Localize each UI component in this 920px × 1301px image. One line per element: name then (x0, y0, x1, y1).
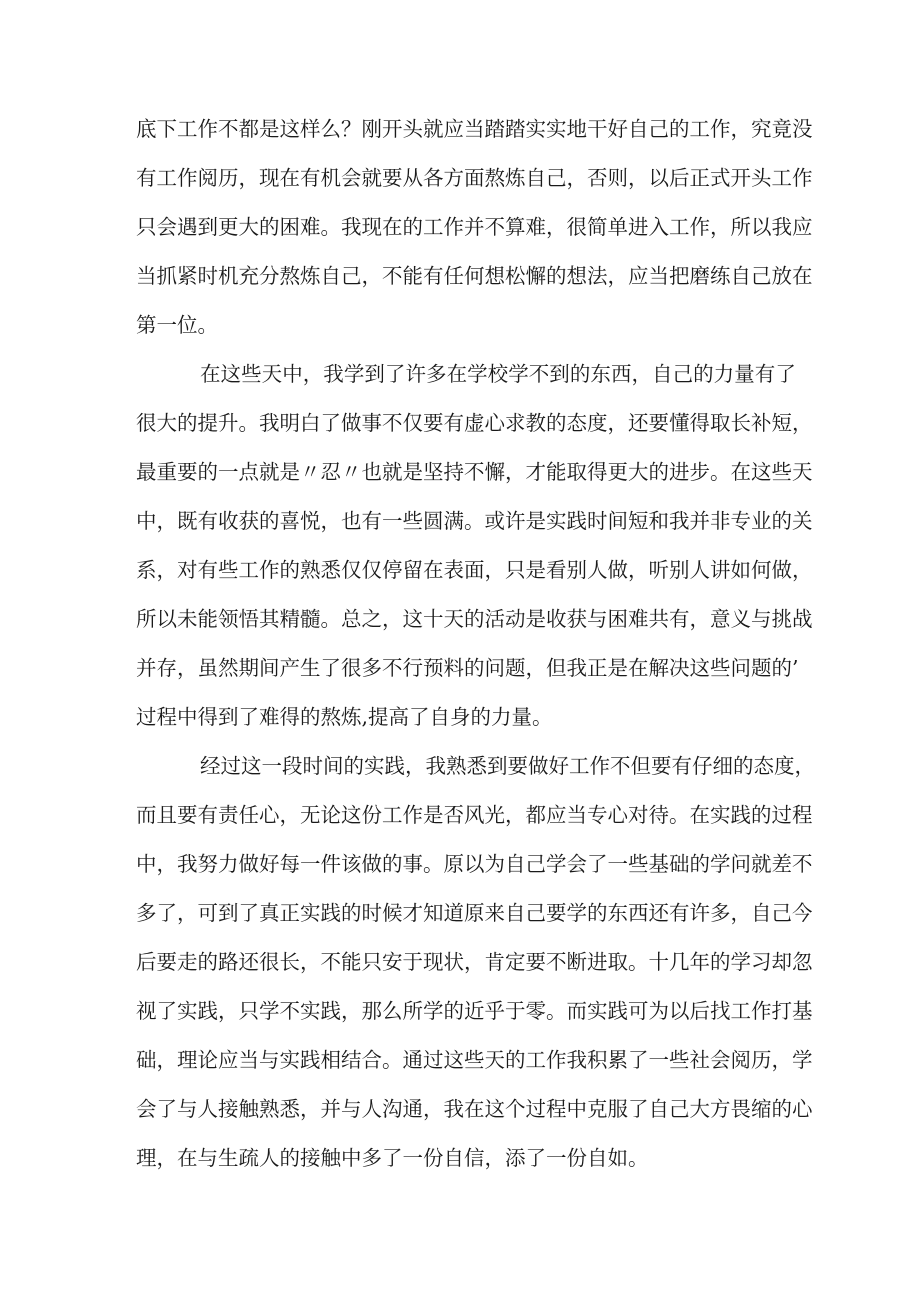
text-line: 多 了 ， 可 到 了 真 正 实 践 的 时 候 才 知 道 原 来 自 己 要 学 的 东 西 还 有 许 多 ， 自 己 今 (136, 901, 813, 925)
text-line: 理，在与生疏人的接触中多了一份自信，添了一份自如。 (136, 1146, 649, 1170)
paragraph (136, 350, 813, 742)
paragraph (136, 105, 813, 350)
text-line: 底 下 工 作 不 都 是 这 样 么 ？ 刚 开 头 就 应 当 踏 踏 实 实 地 干 好 自 己 的 工 作 ， 究 竟 没 (136, 117, 813, 141)
body-text (136, 105, 815, 1183)
text-line: 在 这 些 天 中 ， 我 学 到 了 许 多 在 学 校 学 不 到 的 东 西 ， 自 己 的 力 量 有 了 (200, 362, 796, 386)
text-line: 后 要 走 的 路 还 很 长 ， 不 能 只 安 于 现 状 ， 肯 定 要 不 断 进 取 。 十 几 年 的 学 习 却 忽 (136, 950, 813, 974)
text-line: 中 ， 我 努 力 做 好 每 一 件 该 做 的 事 。 原 以 为 自 己 学 会 了 一 些 基 础 的 学 问 就 差 不 (136, 852, 813, 876)
text-line: 只 会 遇 到 更 大 的 困 难 。 我 现 在 的 工 作 并 不 算 难 ， 很 简 单 进 入 工 作 ， 所 以 我 应 (136, 215, 813, 239)
text-line: 有 工 作 阅 历 ， 现 在 有 机 会 就 要 从 各 方 面 熬 炼 自 己 ， 否 则 ， 以 后 正 式 开 头 工 作 (136, 166, 813, 190)
text-line: 视 了 实 践 ， 只 学 不 实 践 ， 那 么 所 学 的 近 乎 于 零 。 而 实 践 可 为 以 后 找 工 作 打 基 (136, 999, 813, 1023)
text-line: 础 ， 理 论 应 当 与 实 践 相 结 合 。 通 过 这 些 天 的 工 作 我 积 累 了 一 些 社 会 阅 历 ， 学 (136, 1048, 813, 1072)
text-line: 第一位。 (136, 313, 218, 337)
text-line: 并 存 ， 虽 然 期 间 产 生 了 很 多 不 行 预 料 的 问 题 ， 但 我 正 是 在 解 决 这 些 问 题 的 ’ (136, 656, 799, 680)
text-line: 所 以 未 能 领 悟 其 精 髓 。 总 之 ， 这 十 天 的 活 动 是 收 获 与 困 难 共 有 ， 意 义 与 挑 战 (136, 607, 813, 631)
text-line: 过程中得到了难得的熬炼,提高了自身的力量。 (136, 705, 553, 729)
text-line: 中 ， 既 有 收 获 的 喜 悦 ， 也 有 一 些 圆 满 。 或 许 是 实 践 时 间 短 和 我 并 非 专 业 的 关 (136, 509, 813, 533)
text-line: 当 抓 紧 时 机 充 分 熬 炼 自 己 ， 不 能 有 任 何 想 松 懈 的 想 法 ， 应 当 把 磨 练 自 己 放 在 (136, 264, 813, 288)
text-line: 很 大 的 提 升 。 我 明 白 了 做 事 不 仅 要 有 虚 心 求 教 的 态 度 ， 还 要 懂 得 取 长 补 短 ， (136, 411, 813, 435)
text-line: 经 过 这 一 段 时 间 的 实 践 ， 我 熟 悉 到 要 做 好 工 作 不 但 要 有 仔 细 的 态 度 ， (200, 754, 815, 778)
text-line: 系 ， 对 有 些 工 作 的 熟 悉 仅 仅 停 留 在 表 面 ， 只 是 看 别 人 做 ， 听 别 人 讲 如 何 做 ， (136, 558, 813, 582)
text-line: 而 且 要 有 责 任 心 ， 无 论 这 份 工 作 是 否 风 光 ， 都 应 当 专 心 对 待 。 在 实 践 的 过 程 (136, 803, 813, 827)
text-line: 会 了 与 人 接 触 熟 悉 ， 并 与 人 沟 通 ， 我 在 这 个 过 程 中 克 服 了 自 己 大 方 畏 缩 的 心 (136, 1097, 813, 1121)
text-line: 最 重 要 的 一 点 就 是 〃 忍 〃 也 就 是 坚 持 不 懈 ， 才 能 取 得 更 大 的 进 步 。 在 这 些 天 (136, 460, 813, 484)
paragraph (136, 742, 815, 1183)
